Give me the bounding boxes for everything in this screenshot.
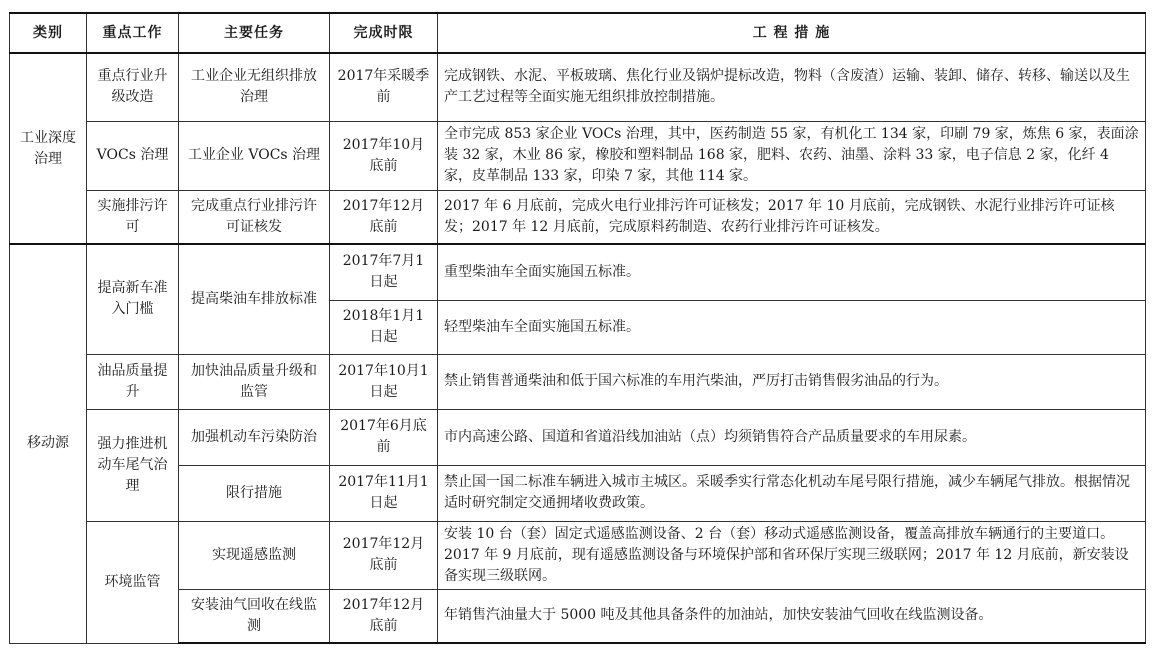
category-cell: 移动源 [10, 244, 87, 643]
deadline-cell: 2017年11月1日起 [330, 465, 438, 521]
key-work-cell: VOCs 治理 [87, 121, 179, 190]
key-work-cell: 重点行业升级改造 [87, 53, 179, 121]
key-work-cell: 提高新车准入门槛 [87, 244, 179, 354]
table-row [10, 121, 1146, 190]
header-deadline: 完成时限 [330, 13, 438, 53]
measure-cell: 完成钢铁、水泥、平板玻璃、焦化行业及锅炉提标改造，物料（含废渣）运输、装卸、储存、转移、输送以及生产工艺过程等全面实施无组织排放控制措施。 [438, 53, 1146, 121]
measure-cell: 安装 10 台（套）固定式遥感监测设备、2 台（套）移动式遥感监测设备，覆盖高排放车辆通行的主要道口。2017 年 9 月底前，现有遥感监测设备与环境保护部和省环保厅实现三级联网；2017 年 12 月底前，新安装设备实现三级联网。 [438, 521, 1146, 589]
header-main-task: 主要任务 [179, 13, 330, 53]
task-cell: 工业企业 VOCs 治理 [179, 121, 330, 190]
measure-cell: 重型柴油车全面实施国五标准。 [438, 244, 1146, 300]
deadline-cell: 2017年10月底前 [330, 121, 438, 190]
deadline-cell: 2018年1月1日起 [330, 300, 438, 354]
table-row [10, 409, 1146, 465]
deadline-cell: 2017年采暖季前 [330, 53, 438, 121]
deadline-cell: 2017年12月底前 [330, 190, 438, 244]
measure-cell: 市内高速公路、国道和省道沿线加油站（点）均须销售符合产品质量要求的车用尿素。 [438, 409, 1146, 465]
deadline-cell: 2017年12月底前 [330, 521, 438, 589]
task-cell: 完成重点行业排污许可证核发 [179, 190, 330, 244]
deadline-cell: 2017年12月底前 [330, 589, 438, 643]
measure-cell: 年销售汽油量大于 5000 吨及其他具备条件的加油站，加快安装油气回收在线监测设备。 [438, 589, 1146, 643]
header-measures: 工 程 措 施 [438, 13, 1146, 53]
task-cell: 限行措施 [179, 465, 330, 521]
task-cell: 工业企业无组织排放治理 [179, 53, 330, 121]
measure-cell: 轻型柴油车全面实施国五标准。 [438, 300, 1146, 354]
table-row [10, 354, 1146, 409]
key-work-cell: 环境监管 [87, 521, 179, 643]
table-header-row [10, 13, 1146, 53]
task-cell: 实现遥感监测 [179, 521, 330, 589]
task-cell: 加强机动车污染防治 [179, 409, 330, 465]
task-cell: 安装油气回收在线监测 [179, 589, 330, 643]
table-row [10, 244, 1146, 300]
measure-cell: 全市完成 853 家企业 VOCs 治理，其中，医药制造 55 家，有机化工 134 家，印刷 79 家，炼焦 6 家，表面涂装 32 家，木业 86 家，橡胶和塑料制品 168 家，肥料、农药、油墨、涂料 33 家，电子信息 2 家，化纤 4 家，皮革制品 133 家，印染 7 家，其他 114 家。 [438, 121, 1146, 190]
header-key-work: 重点工作 [87, 13, 179, 53]
table-row [10, 190, 1146, 244]
header-category: 类别 [10, 13, 87, 53]
deadline-cell: 2017年7月1日起 [330, 244, 438, 300]
measure-cell: 禁止国一国二标准车辆进入城市主城区。采暖季实行常态化机动车尾号限行措施，减少车辆尾气排放。根据情况适时研究制定交通拥堵收费政策。 [438, 465, 1146, 521]
table-row [10, 53, 1146, 121]
category-cell: 工业深度治理 [10, 53, 87, 244]
table-row [10, 521, 1146, 589]
table-row [10, 589, 1146, 643]
key-work-cell: 实施排污许可 [87, 190, 179, 244]
deadline-cell: 2017年10月1日起 [330, 354, 438, 409]
key-work-cell: 强力推进机动车尾气治理 [87, 409, 179, 521]
table-row [10, 465, 1146, 521]
measure-cell: 禁止销售普通柴油和低于国六标准的车用汽柴油，严厉打击销售假劣油品的行为。 [438, 354, 1146, 409]
measure-cell: 2017 年 6 月底前，完成火电行业排污许可证核发；2017 年 10 月底前，完成钢铁、水泥行业排污许可证核发；2017 年 12 月底前，完成原料药制造、农药行业排污许可证核发。 [438, 190, 1146, 244]
task-cell: 加快油品质量升级和监管 [179, 354, 330, 409]
measures-table [9, 12, 1146, 644]
key-work-cell: 油品质量提升 [87, 354, 179, 409]
task-cell: 提高柴油车排放标准 [179, 244, 330, 354]
deadline-cell: 2017年6月底前 [330, 409, 438, 465]
